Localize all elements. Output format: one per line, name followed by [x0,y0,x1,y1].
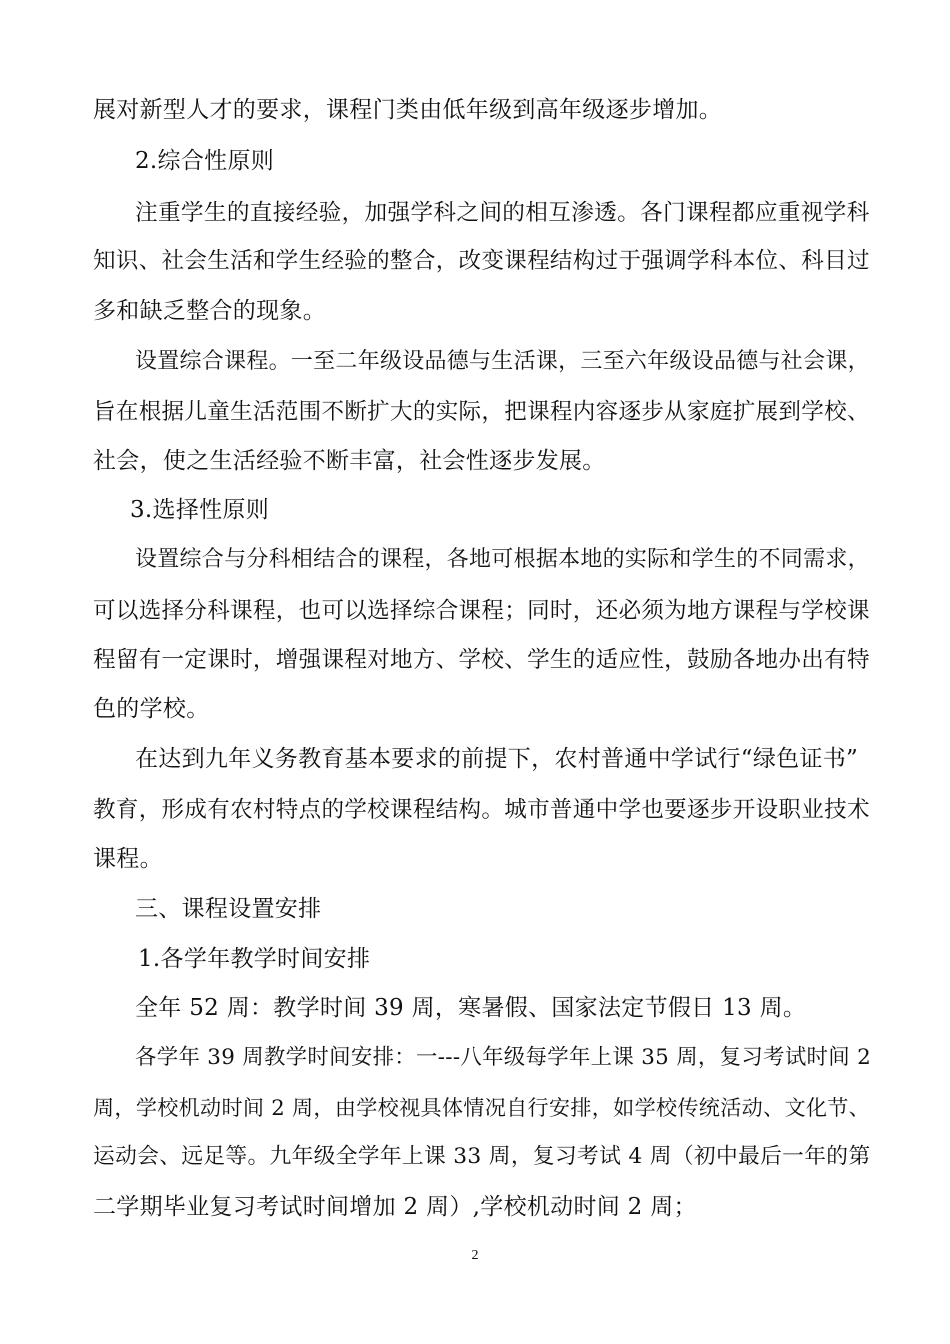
paragraph-line: 程留有一定课时，增强课程对地方、学校、学生的适应性，鼓励各地办出有特 [93,647,870,673]
paragraph-line: 注重学生的直接经验，加强学科之间的相互渗透。各门课程都应重视学科 [135,200,870,226]
paragraph-line: 旨在根据儿童生活范围不断扩大的实际，把课程内容逐步从家庭扩展到学校、 [93,399,870,425]
paragraph-line: 多和缺乏整合的现象。 [93,298,326,324]
paragraph-line: 社会，使之生活经验不断丰富，社会性逐步发展。 [93,448,606,474]
paragraph-line: 色的学校。 [93,696,210,722]
paragraph-line: 全年 52 周：教学时间 39 周，寒暑假、国家法定节假日 13 周。 [135,995,807,1021]
paragraph-line: 各学年 39 周教学时间安排：一---八年级每学年上课 35 周，复习考试时间 2 [135,1045,872,1070]
section-heading: 2.综合性原则 [135,148,275,174]
paragraph-line: 课程。 [93,846,163,872]
paragraph-line: 在达到九年义务教育基本要求的前提下，农村普通中学试行“绿色证书” [135,746,859,772]
paragraph-line: 设置综合与分科相结合的课程，各地可根据本地的实际和学生的不同需求， [135,547,870,572]
page-number: 2 [471,1248,479,1263]
paragraph-line: 运动会、远足等。九年级全学年上课 33 周，复习考试 4 周（初中最后一年的第 [93,1144,871,1169]
paragraph-line: 教育，形成有农村特点的学校课程结构。城市普通中学也要逐步开设职业技术 [93,797,870,823]
section-heading: 三、课程设置安排 [135,896,322,922]
paragraph-line: 展对新型人才的要求，课程门类由低年级到高年级逐步增加。 [93,97,723,123]
paragraph-line: 周，学校机动时间 2 周，由学校视具体情况自行安排，如学校传统活动、文化节、 [93,1095,871,1120]
section-heading: 1.各学年教学时间安排 [138,946,371,972]
paragraph-line: 知识、社会生活和学生经验的整合，改变课程结构过于强调学科本位、科目过 [93,248,870,274]
paragraph-line: 二学期毕业复习考试时间增加 2 周）,学校机动时间 2 周； [93,1194,697,1220]
paragraph-line: 设置综合课程。一至二年级设品德与生活课，三至六年级设品德与社会课， [135,349,870,374]
section-heading: 3.选择性原则 [130,497,270,523]
paragraph-line: 可以选择分科课程，也可以选择综合课程；同时，还必须为地方课程与学校课 [93,598,870,624]
